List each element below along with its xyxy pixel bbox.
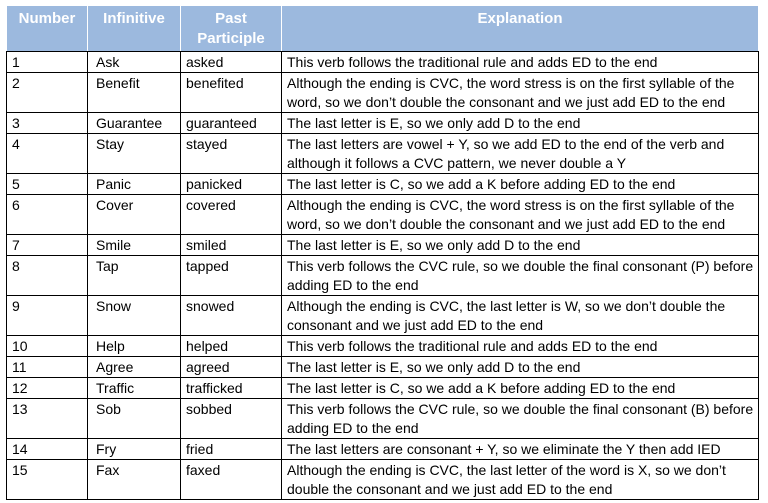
cell-infinitive: Agree: [88, 357, 181, 378]
cell-number: 10: [7, 336, 88, 357]
cell-infinitive: Benefit: [88, 73, 181, 113]
cell-infinitive: Guarantee: [88, 113, 181, 134]
cell-infinitive: Sob: [88, 399, 181, 439]
header-explanation: Explanation: [282, 6, 759, 52]
cell-number: 8: [7, 256, 88, 296]
cell-number: 5: [7, 174, 88, 195]
table-row: [7, 256, 759, 296]
cell-explanation: Although the ending is CVC, the word stress is on the first syllable of the word, so we don’t double the consonant and we just add ED to the end: [282, 73, 759, 113]
verb-table-container: [6, 5, 759, 500]
table-row: [7, 73, 759, 113]
cell-past: guaranteed: [181, 113, 282, 134]
cell-explanation: This verb follows the CVC rule, so we double the final consonant (P) before adding ED to the end: [282, 256, 759, 296]
cell-number: 1: [7, 52, 88, 73]
header-number: Number: [7, 6, 88, 52]
cell-number: 13: [7, 399, 88, 439]
cell-infinitive: Snow: [88, 296, 181, 336]
cell-number: 9: [7, 296, 88, 336]
cell-number: 2: [7, 73, 88, 113]
cell-past: sobbed: [181, 399, 282, 439]
table-row: [7, 235, 759, 256]
cell-past: panicked: [181, 174, 282, 195]
cell-number: 11: [7, 357, 88, 378]
table-row: [7, 357, 759, 378]
header-infinitive: Infinitive: [88, 6, 181, 52]
cell-past: trafficked: [181, 378, 282, 399]
cell-explanation: This verb follows the CVC rule, so we double the final consonant (B) before adding ED to the end: [282, 399, 759, 439]
cell-explanation: The last letters are vowel + Y, so we add ED to the end of the verb and although it follows a CVC pattern, we never double a Y: [282, 134, 759, 174]
cell-past: benefited: [181, 73, 282, 113]
header-past-participle: Past Participle: [181, 6, 282, 52]
cell-explanation: Although the ending is CVC, the last letter of the word is X, so we don’t double the consonant and we just add ED to the end: [282, 460, 759, 500]
cell-infinitive: Fax: [88, 460, 181, 500]
header-row: [7, 6, 759, 52]
cell-number: 4: [7, 134, 88, 174]
cell-explanation: The last letter is E, so we only add D to the end: [282, 113, 759, 134]
cell-explanation: Although the ending is CVC, the word stress is on the first syllable of the word, so we don’t double the consonant and we just add ED to the end: [282, 195, 759, 235]
table-row: [7, 296, 759, 336]
cell-explanation: The last letter is E, so we only add D to the end: [282, 235, 759, 256]
cell-number: 3: [7, 113, 88, 134]
cell-past: stayed: [181, 134, 282, 174]
cell-explanation: The last letter is E, so we only add D to the end: [282, 357, 759, 378]
cell-explanation: This verb follows the traditional rule and adds ED to the end: [282, 52, 759, 73]
table-row: [7, 134, 759, 174]
table-row: [7, 195, 759, 235]
cell-past: smiled: [181, 235, 282, 256]
cell-past: helped: [181, 336, 282, 357]
table-row: [7, 378, 759, 399]
table-row: [7, 52, 759, 73]
cell-infinitive: Help: [88, 336, 181, 357]
table-row: [7, 336, 759, 357]
table-row: [7, 399, 759, 439]
verb-table: [6, 5, 759, 500]
table-row: [7, 174, 759, 195]
cell-infinitive: Stay: [88, 134, 181, 174]
cell-explanation: This verb follows the traditional rule and adds ED to the end: [282, 336, 759, 357]
table-row: [7, 113, 759, 134]
cell-number: 14: [7, 439, 88, 460]
cell-infinitive: Smile: [88, 235, 181, 256]
cell-past: agreed: [181, 357, 282, 378]
cell-number: 7: [7, 235, 88, 256]
cell-past: fried: [181, 439, 282, 460]
cell-number: 6: [7, 195, 88, 235]
cell-past: asked: [181, 52, 282, 73]
cell-number: 15: [7, 460, 88, 500]
cell-infinitive: Ask: [88, 52, 181, 73]
table-row: [7, 439, 759, 460]
cell-infinitive: Tap: [88, 256, 181, 296]
cell-explanation: The last letter is C, so we add a K before adding ED to the end: [282, 378, 759, 399]
cell-past: faxed: [181, 460, 282, 500]
cell-past: snowed: [181, 296, 282, 336]
cell-infinitive: Traffic: [88, 378, 181, 399]
table-row: [7, 460, 759, 500]
cell-explanation: The last letter is C, so we add a K before adding ED to the end: [282, 174, 759, 195]
cell-infinitive: Cover: [88, 195, 181, 235]
cell-past: covered: [181, 195, 282, 235]
cell-number: 12: [7, 378, 88, 399]
cell-infinitive: Fry: [88, 439, 181, 460]
cell-infinitive: Panic: [88, 174, 181, 195]
cell-past: tapped: [181, 256, 282, 296]
cell-explanation: Although the ending is CVC, the last letter is W, so we don’t double the consonant and we just add ED to the end: [282, 296, 759, 336]
cell-explanation: The last letters are consonant + Y, so we eliminate the Y then add IED: [282, 439, 759, 460]
